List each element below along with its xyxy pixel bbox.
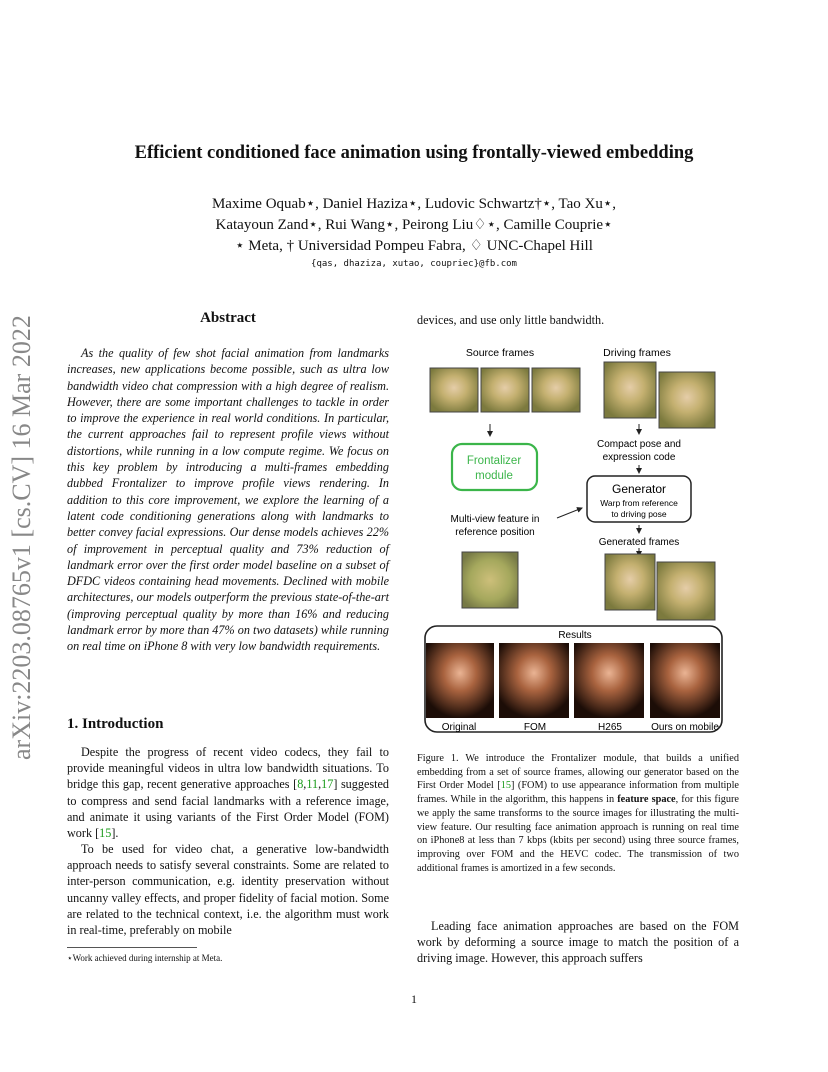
right-column-paragraph: Leading face animation approaches are based on the FOM work by deforming a source image to match the position of a driving image. However, this approach suffers — [417, 919, 739, 966]
generator-sub-1: Warp from reference — [600, 498, 678, 508]
result-ours-image — [650, 643, 720, 718]
authors-line-2: Katayoun Zand⋆, Rui Wang⋆, Peirong Liu♢⋆, Camille Couprie⋆ — [215, 217, 613, 233]
intro-p1-text-b: ] suggested to compress and send facial landmarks with a reference image, and animate it using variants of the First Order Model (FOM) work [ — [67, 777, 390, 841]
frontalizer-label-1: Frontalizer — [466, 455, 522, 467]
caption-text-a: Figure 1. We introduce the Frontalizer module, that builds a unified embedding from a set of source frames, allowing our generator based on the First Order Model [ — [417, 753, 739, 792]
result-h265-image — [574, 643, 644, 718]
multiview-label-1: Multi-view feature in — [450, 514, 540, 525]
arxiv-identifier: arXiv:2203.08765v1 [cs.CV] 16 Mar 2022 — [7, 315, 36, 760]
generator-title: Generator — [611, 482, 667, 496]
page-number: 1 — [411, 992, 417, 1006]
driving-frame-1 — [604, 362, 656, 418]
source-frame-3 — [532, 368, 580, 412]
footnote-divider — [67, 947, 197, 948]
figure-diagram — [417, 330, 747, 740]
authors-line-1: Maxime Oquab⋆, Daniel Haziza⋆, Ludovic Schwartz†⋆, Tao Xu⋆, — [211, 196, 617, 212]
citation-link[interactable]: 15 — [500, 780, 511, 792]
generated-frames-label: Generated frames — [598, 537, 680, 548]
citation-link[interactable]: 8 — [297, 777, 304, 792]
result-original-image — [426, 643, 494, 718]
abstract-heading: Abstract — [200, 310, 256, 326]
result-fom-image — [499, 643, 569, 718]
abstract-text: As the quality of few shot facial animation from landmarks increases, new applications become possible, such as ultra low bandwidth video chat compression with a high degree of realism. However, there are some important challenges to tackle in order to improve the experience in real world conditions. In particular, the current approaches fail to represent profile views without distortions, while running in a low compute regime. We focus on this key problem by introducing a multi-frames embedding dubbed Frontalizer to improve profile views rendering. In addition to this core improvement, we explore the learning of a latent code conditioning generations along with landmarks to better convey facial expressions. Our dense models achieves 22% of improvement in perceptual quality and 73% reduction of landmark error over the first order model baseline on a subset of DFDC videos containing head movements. Declined with mobile architectures, our models outperform the previous state-of-the-art (improving perceptual quality by more than 16% and reducing landmark error by more than 47% on two datasets) while running on real time on iPhone 8 with very low bandwidth requirements. — [67, 346, 389, 654]
results-label: Results — [558, 630, 592, 641]
source-frames-label: Source frames — [465, 347, 535, 359]
right-column-top-text: devices, and use only little bandwidth. — [417, 313, 605, 327]
source-frame-1 — [430, 368, 478, 412]
citation-link[interactable]: 17 — [321, 777, 334, 792]
generated-frame-1 — [605, 554, 655, 610]
generated-frame-2 — [657, 562, 715, 620]
caption-bold-term: feature space — [617, 794, 676, 806]
result-col-label: Original — [441, 722, 477, 733]
driving-frames-label: Driving frames — [603, 347, 671, 359]
result-col-label: H265 — [598, 722, 622, 733]
caption-text-d: , for this figure we apply the same transforms to the source images for illustrating the multi-view feature. Our resulting face animation approach is running on real time on iPhone8 at less than 7 kbps (kbits per second) using three source frames, improving over FOM and the HEVC codec. The transmission of two additional frames is amortized in a few seconds. — [417, 794, 739, 874]
result-col-label: FOM — [523, 722, 547, 733]
driving-frame-2 — [659, 372, 715, 428]
intro-heading: 1. Introduction — [67, 716, 164, 732]
citation-link[interactable]: 15 — [99, 826, 112, 841]
intro-p1-end: ]. — [111, 826, 119, 841]
compact-code-label-2: expression code — [602, 452, 676, 463]
intro-paragraph-2: To be used for video chat, a generative low-bandwidth approach needs to satisfy several constraints. Some are related to inter-person communication, e.g. identity preservation without uncanny valley effects, and proper fidelity of facial motion. Some are related to the technical context, i.e. the algorithm must work in real-time, preferably on mobile — [67, 842, 389, 938]
generator-sub-2: to driving pose — [611, 509, 667, 519]
footnote: ⋆Work achieved during internship at Meta. — [67, 953, 223, 963]
paper-title: Efficient conditioned face animation using frontally-viewed embedding — [134, 143, 694, 163]
arrow — [557, 508, 582, 518]
figure-caption — [417, 752, 739, 875]
affiliations: ⋆ Meta, † Universidad Pompeu Fabra, ♢ UNC-Chapel Hill — [235, 238, 593, 254]
frontalizer-module-box — [452, 444, 537, 490]
intro-paragraph-1: Despite the progress of recent video codecs, they fail to provide meaningful videos in ultra low bandwidth situations. To bridge this gap, recent generative approaches [8,11,17] suggested to compress and send facial landmarks with a reference image, and animate it using variants of the First Order Model (FOM) work [15]. — [67, 745, 390, 841]
author-block — [0, 194, 828, 257]
result-col-label: Ours on mobile — [651, 722, 719, 733]
frontalizer-label-2: module — [475, 470, 513, 482]
multiview-label-2: reference position — [455, 527, 535, 538]
citation-link[interactable]: 11 — [306, 777, 319, 792]
multiview-feature-image — [462, 552, 518, 608]
intro-p1-text-a: Despite the progress of recent video codecs, they fail to provide meaningful videos in ultra low bandwidth situations. To bridge this gap, recent generative approaches [ — [67, 745, 389, 792]
caption-text-b: ] (FOM) to use appearance information from multiple frames. While in the algorithm, this happens in — [417, 780, 739, 806]
author-emails: {qas, dhaziza, xutao, coupriec}@fb.com — [311, 259, 517, 269]
figure-1 — [417, 330, 747, 740]
compact-code-label-1: Compact pose and — [597, 439, 681, 450]
source-frame-2 — [481, 368, 529, 412]
